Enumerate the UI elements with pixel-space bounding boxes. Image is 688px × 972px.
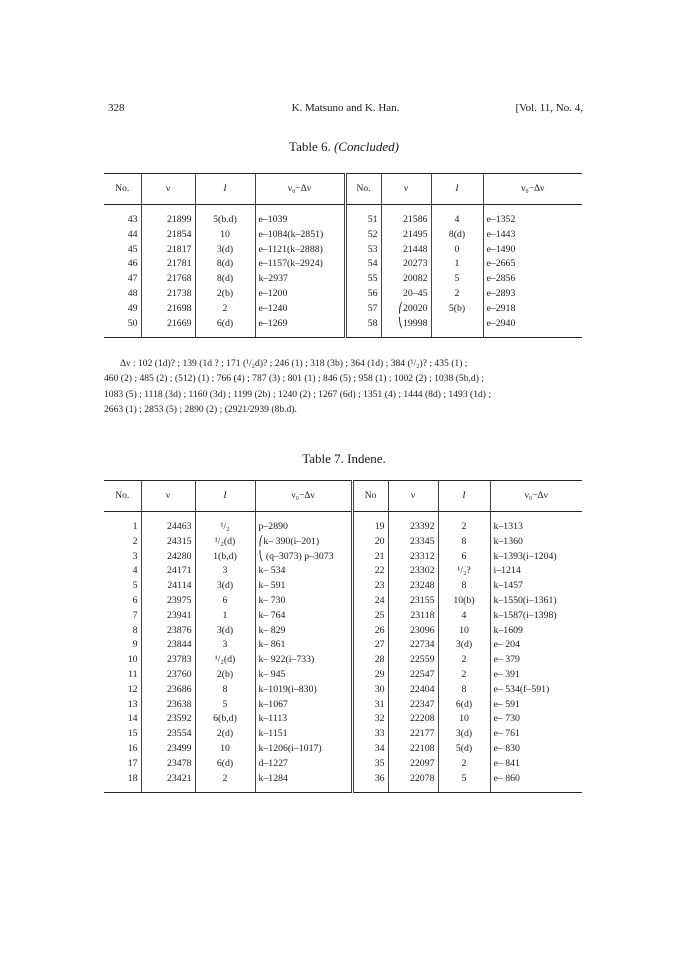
table-cell: 10(b)	[438, 594, 490, 609]
table-row	[104, 302, 582, 317]
table-row	[104, 579, 582, 594]
table-cell: 51	[345, 205, 381, 228]
table-row	[104, 272, 582, 287]
table-row	[104, 287, 582, 302]
table-cell: 23554	[141, 727, 195, 742]
col-header: I	[438, 481, 490, 512]
table-row	[104, 594, 582, 609]
table-cell: 10	[195, 742, 255, 757]
table-cell: 22734	[388, 638, 438, 653]
table-cell: 21448	[381, 243, 431, 258]
authors: K. Matsuno and K. Han.	[291, 102, 400, 114]
table-cell: 3	[132, 550, 138, 562]
delta-nu-note	[104, 356, 584, 418]
table-cell: 22347	[388, 698, 438, 713]
table6-title	[0, 139, 688, 155]
table-cell: 10	[438, 624, 490, 639]
table-cell: 23478	[141, 757, 195, 772]
table-cell	[431, 317, 483, 338]
table-cell: 34	[352, 742, 388, 757]
table-row	[104, 772, 582, 793]
table-cell: 21899	[141, 205, 195, 228]
table-cell: 2(b)	[195, 668, 255, 683]
table-cell: 27	[352, 638, 388, 653]
table-cell: 22208	[388, 712, 438, 727]
table-cell: 24171	[141, 564, 195, 579]
table-cell: k–1360	[490, 535, 582, 550]
table-cell: 17	[127, 757, 138, 769]
table-cell: 50	[104, 317, 141, 338]
table-cell: 24	[352, 594, 388, 609]
table-row	[104, 564, 582, 579]
table-cell: 23876	[141, 624, 195, 639]
table-cell: 23638	[141, 698, 195, 713]
table-cell: ⎝19998	[381, 317, 431, 338]
table-cell: 43	[127, 214, 138, 225]
col-header: ν	[381, 174, 431, 205]
note-line: Δν : 102 (1d)? ; 139 (1d ? ; 171 (¹/₂d)? ; 246 (1) ; 318 (3b) ; 364 (1d) ; 384 (¹/₂)? ; 435 (1) ;	[120, 358, 468, 369]
table-cell: 20273	[381, 257, 431, 272]
table-cell: e– 841	[490, 757, 582, 772]
table-cell: 23248	[388, 579, 438, 594]
table-cell: k–1609	[490, 624, 582, 639]
table-cell: 3	[195, 638, 255, 653]
volume-info: [Vol. 11, No. 4,	[515, 102, 583, 114]
table-cell: 10	[438, 712, 490, 727]
table-cell: 23499	[141, 742, 195, 757]
table-cell: ¹/₂(d)	[195, 653, 255, 668]
table-cell: ¹/₂	[195, 512, 255, 535]
table-cell: 3(d)	[438, 727, 490, 742]
table-cell: 5(d)	[438, 742, 490, 757]
table-cell: 23592	[141, 712, 195, 727]
table-cell: 1(b,d)	[195, 550, 255, 565]
table-cell: e–1269	[255, 317, 345, 338]
table-cell: 21817	[141, 243, 195, 258]
table6-subtitle: (Concluded)	[333, 139, 399, 154]
note-line: 460 (2) ; 485 (2) ; (512) (1) ; 766 (4) ; 787 (3) ; 801 (1) ; 846 (5) ; 958 (1) ; 1002 (2) ; 1038 (5b,d) ;	[104, 373, 484, 385]
table-cell: k– 945	[255, 668, 352, 683]
table-cell: e–2918	[483, 302, 582, 317]
table-cell: e–1157(k–2924)	[255, 257, 345, 272]
table-cell: 33	[352, 727, 388, 742]
table-cell: 20	[352, 535, 388, 550]
table-cell: 14	[127, 713, 138, 725]
table-cell: 9	[132, 639, 138, 651]
table-cell: 22547	[388, 668, 438, 683]
table-cell: 10	[127, 654, 138, 666]
table-row	[104, 742, 582, 757]
col-header: ν	[141, 481, 195, 512]
table-cell: 7	[132, 609, 138, 621]
table-cell: k–1019(i–830)	[255, 683, 352, 698]
table-row	[104, 609, 582, 624]
table-cell: 23941	[141, 609, 195, 624]
table-cell: 3	[195, 564, 255, 579]
table-cell: e– 391	[490, 668, 582, 683]
table-cell: 8	[438, 579, 490, 594]
table-cell: 23421	[141, 772, 195, 793]
table-cell: 23686	[141, 683, 195, 698]
col-header: ν	[141, 174, 195, 205]
table-cell: k–1587(i–1398)	[490, 609, 582, 624]
table-cell: e–2856	[483, 272, 582, 287]
col-header: ν	[388, 481, 438, 512]
table-cell: 6(d)	[438, 698, 490, 713]
table-cell: k–1313	[490, 512, 582, 535]
table-cell: 6(b,d)	[195, 712, 255, 727]
table-cell: 28	[352, 653, 388, 668]
table-cell: 29	[352, 668, 388, 683]
table-cell: e–2940	[483, 317, 582, 338]
table-cell: e–2893	[483, 287, 582, 302]
col-header: ν₀−Δν	[255, 481, 352, 512]
table-cell: 23312	[388, 550, 438, 565]
table-cell: k–1393(i–1204)	[490, 550, 582, 565]
table-cell: 31	[352, 698, 388, 713]
table-cell: 21669	[141, 317, 195, 338]
table-row	[104, 712, 582, 727]
col-header: No.	[345, 174, 381, 205]
table-cell: k– 591	[255, 579, 352, 594]
table-cell: d–1227	[255, 757, 352, 772]
table-cell: 21586	[381, 205, 431, 228]
table-cell: k–1151	[255, 727, 352, 742]
table-cell: 5	[431, 272, 483, 287]
table-cell: 21738	[141, 287, 195, 302]
table-row	[104, 535, 582, 550]
table-cell: 2(d)	[195, 727, 255, 742]
table7-title: Table 7. Indene.	[302, 451, 386, 466]
table-cell: 23844	[141, 638, 195, 653]
table-cell: k–1067	[255, 698, 352, 713]
table-cell: k–2937	[255, 272, 345, 287]
table-cell: 46	[127, 258, 138, 270]
table-cell: 30	[352, 683, 388, 698]
table-cell: 5(b)	[431, 302, 483, 317]
table-cell: 19	[352, 512, 388, 535]
table-cell: 36	[352, 772, 388, 793]
table-cell: 47	[127, 273, 138, 285]
table-cell: 55	[345, 272, 381, 287]
table-cell: e–1443	[483, 228, 582, 243]
table-cell: 2	[438, 653, 490, 668]
table-cell: 23155	[388, 594, 438, 609]
table-cell: 2(b)	[195, 287, 255, 302]
table-row	[104, 638, 582, 653]
table-cell: 22078	[388, 772, 438, 793]
table-cell: 6	[195, 594, 255, 609]
table-cell: 2	[431, 287, 483, 302]
table-cell: e– 591	[490, 698, 582, 713]
running-header	[108, 102, 583, 116]
table-cell: 15	[127, 728, 138, 740]
table-cell: k– 730	[255, 594, 352, 609]
table-cell: ⎛20020	[381, 302, 431, 317]
table-cell: e–1039	[255, 205, 345, 228]
table-cell: 20082	[381, 272, 431, 287]
table-cell: 53	[345, 243, 381, 258]
table-cell: 57	[345, 302, 381, 317]
table-cell: 4	[132, 565, 138, 577]
table-cell: ⎝ (q–3073) p–3073	[255, 550, 352, 565]
table-cell: 6	[438, 550, 490, 565]
table-cell: 21698	[141, 302, 195, 317]
table-cell: 8	[438, 683, 490, 698]
table-cell: 1	[132, 521, 138, 532]
table-cell: k– 764	[255, 609, 352, 624]
table-cell: 8	[438, 535, 490, 550]
table-cell: 56	[345, 287, 381, 302]
table-cell: e– 730	[490, 712, 582, 727]
table-cell: k– 829	[255, 624, 352, 639]
table6-label: Table 6.	[289, 139, 331, 154]
table-cell: e–1352	[483, 205, 582, 228]
table-cell: 2	[132, 535, 138, 547]
table-cell: e– 204	[490, 638, 582, 653]
page-number: 328	[108, 102, 125, 114]
table-cell: 23096	[388, 624, 438, 639]
col-header: No.	[104, 481, 141, 512]
table-cell: 21854	[141, 228, 195, 243]
table-cell: 8(d)	[431, 228, 483, 243]
table-cell: 1	[195, 609, 255, 624]
table-cell: 6(d)	[195, 317, 255, 338]
table-cell: 8	[195, 683, 255, 698]
table-cell: 26	[352, 624, 388, 639]
table-cell: k–1284	[255, 772, 352, 793]
table-cell: k– 534	[255, 564, 352, 579]
table-cell: e–1121(k–2888)	[255, 243, 345, 258]
table-cell: e– 830	[490, 742, 582, 757]
table-row	[104, 243, 582, 258]
table-cell: 6(d)	[195, 757, 255, 772]
table-cell: 21	[352, 550, 388, 565]
table-cell: 8	[132, 624, 138, 636]
table-cell: e– 534(f–591)	[490, 683, 582, 698]
table-cell: 22559	[388, 653, 438, 668]
table-cell: 5	[195, 698, 255, 713]
table-cell: 49	[127, 302, 138, 314]
col-header: I	[431, 174, 483, 205]
table-cell: 21781	[141, 257, 195, 272]
table-cell: 58	[345, 317, 381, 338]
table-row	[104, 550, 582, 565]
table-cell: e–1200	[255, 287, 345, 302]
table-cell: 22177	[388, 727, 438, 742]
table-row	[104, 205, 582, 228]
table-cell: k–1457	[490, 579, 582, 594]
col-header: ν₀−Δν	[255, 174, 345, 205]
table6	[104, 173, 582, 338]
table-cell: 23975	[141, 594, 195, 609]
table-cell: 22108	[388, 742, 438, 757]
table-cell: 11	[128, 668, 138, 680]
table-cell: e– 860	[490, 772, 582, 793]
table-row	[104, 757, 582, 772]
table-cell: 2	[438, 757, 490, 772]
table-row	[104, 727, 582, 742]
table-cell: 2	[438, 512, 490, 535]
table-cell: 4	[438, 609, 490, 624]
col-header: ν₀−Δν	[490, 481, 582, 512]
table-cell: 3(d)	[438, 638, 490, 653]
table-cell: 20–45	[381, 287, 431, 302]
table-cell: 54	[345, 257, 381, 272]
table-row	[104, 228, 582, 243]
table-cell: 3(d)	[195, 579, 255, 594]
table-cell: 32	[352, 712, 388, 727]
table-row	[104, 653, 582, 668]
table-cell: 24114	[141, 579, 195, 594]
table-cell: e–1084(k–2851)	[255, 228, 345, 243]
table-cell: 13	[127, 698, 138, 710]
table-cell: 8(d)	[195, 272, 255, 287]
table-cell: e–1490	[483, 243, 582, 258]
table-row	[104, 683, 582, 698]
col-header: I	[195, 174, 255, 205]
table-cell: k– 922(i–733)	[255, 653, 352, 668]
table-cell: k–1550(i–1361)	[490, 594, 582, 609]
table-cell: 5	[132, 580, 138, 592]
table-cell: e– 761	[490, 727, 582, 742]
table-cell: ¹/₂?	[438, 564, 490, 579]
col-header: I	[195, 481, 255, 512]
table-cell: 21495	[381, 228, 431, 243]
table-cell: 22404	[388, 683, 438, 698]
table-cell: 1	[431, 257, 483, 272]
table-cell: 16	[127, 742, 138, 754]
table-cell: 23392	[388, 512, 438, 535]
table-cell: 5	[438, 772, 490, 793]
table-row	[104, 624, 582, 639]
table-cell: 52	[345, 228, 381, 243]
table-cell: k–1206(i–1017)	[255, 742, 352, 757]
table-cell: 22	[352, 564, 388, 579]
table7-header-row	[104, 481, 582, 512]
table-cell: 22097	[388, 757, 438, 772]
table-cell: 23302	[388, 564, 438, 579]
table-cell: i–1214	[490, 564, 582, 579]
table6-header-row	[104, 174, 582, 205]
table-cell: p–2890	[255, 512, 352, 535]
col-header: ν₀−Δν	[483, 174, 582, 205]
table-cell: ¹/₂(d)	[195, 535, 255, 550]
table-cell: 12	[127, 683, 138, 695]
table-cell: e–2665	[483, 257, 582, 272]
table-row	[104, 698, 582, 713]
table-cell: 5(b.d)	[195, 205, 255, 228]
table-cell: 3(d)	[195, 243, 255, 258]
table-cell: k–1113	[255, 712, 352, 727]
table-cell: 2	[438, 668, 490, 683]
table-cell: 23118	[388, 609, 438, 624]
table-row	[104, 512, 582, 535]
table-cell: 18	[104, 772, 141, 793]
table-cell: 0	[431, 243, 483, 258]
table-cell: e– 379	[490, 653, 582, 668]
table-cell: 35	[352, 757, 388, 772]
table-row	[104, 317, 582, 338]
table-cell: e–1240	[255, 302, 345, 317]
table-cell: 24280	[141, 550, 195, 565]
table-cell: 3(d)	[195, 624, 255, 639]
table-cell: 21768	[141, 272, 195, 287]
col-header: No	[352, 481, 388, 512]
table-cell: 23760	[141, 668, 195, 683]
table-cell: 25	[352, 609, 388, 624]
table-cell: 2	[195, 302, 255, 317]
table-cell: 23	[352, 579, 388, 594]
table-cell: 8(d)	[195, 257, 255, 272]
table-cell: k– 861	[255, 638, 352, 653]
table-cell: 6	[132, 594, 138, 606]
note-line: 2663 (1) ; 2853 (5) ; 2890 (2) ; (2921/2939 (8b.d).	[104, 404, 297, 416]
table-cell: 2	[195, 772, 255, 793]
table-cell: 45	[127, 243, 138, 255]
table-cell: 10	[195, 228, 255, 243]
table-cell: 44	[127, 228, 138, 240]
table-cell: 23783	[141, 653, 195, 668]
table-cell: 23345	[388, 535, 438, 550]
table-cell: 24463	[141, 512, 195, 535]
table-cell: 48	[127, 287, 138, 299]
table-cell: ⎛k– 390(i–201)	[255, 535, 352, 550]
table-cell: 24315	[141, 535, 195, 550]
table-row	[104, 257, 582, 272]
table-row	[104, 668, 582, 683]
table7	[104, 480, 582, 793]
col-header: No.	[104, 174, 141, 205]
table-cell: 4	[431, 205, 483, 228]
note-line: 1083 (5) ; 1118 (3d) ; 1160 (3d) ; 1199 (2b) ; 1240 (2) ; 1267 (6d) ; 1351 (4) ; 1444 (8d) ; 1493 (1d) ;	[104, 388, 492, 400]
